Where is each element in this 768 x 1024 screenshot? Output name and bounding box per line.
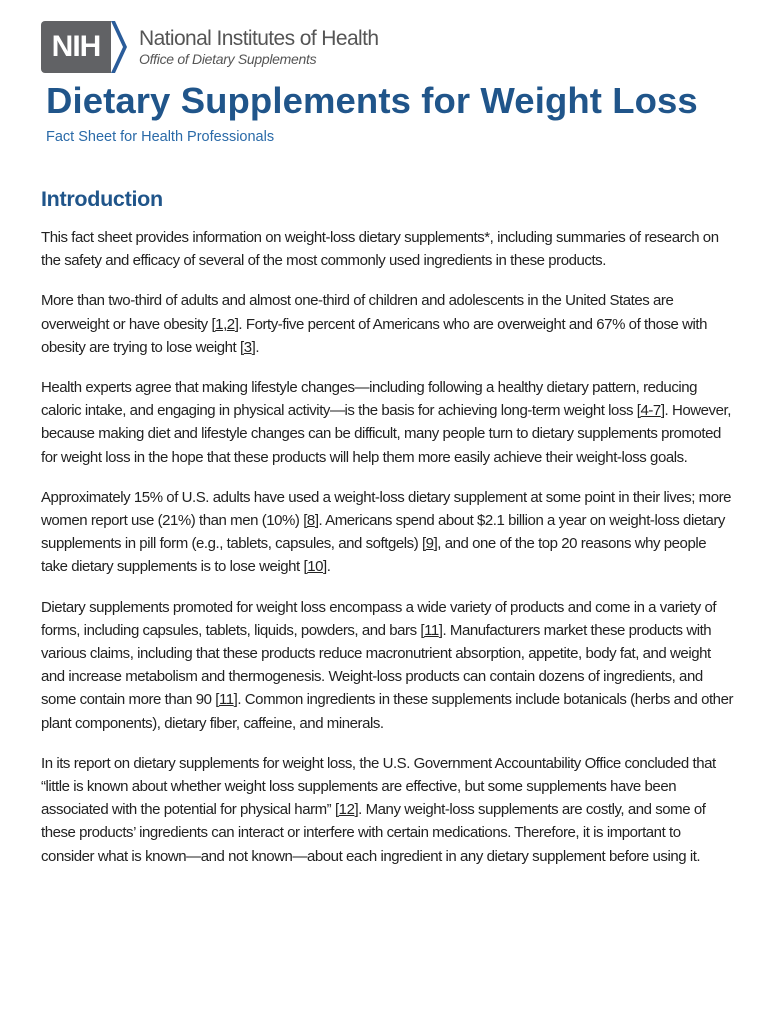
chevron-icon [111,21,127,73]
reference-link[interactable]: 11 [218,691,234,709]
reference-link[interactable]: 4-7 [640,402,661,420]
reference-link[interactable]: 8 [306,512,315,530]
reference-link[interactable]: 11 [424,621,439,639]
paragraph-text: ]. Forty-five percent of Americans who are overweight and 67% of those with obesity are trying to lose weight [ [41,315,708,356]
page-title: Dietary Supplements for Weight Loss [46,80,698,121]
paragraph-text: This fact sheet provides information on weight-loss dietary supplements*, including summaries of research on the safety and efficacy of several of the most commonly used ingredients in these products. [41,229,719,270]
paragraph [41,376,733,469]
nih-mark-text: NIH [51,30,101,63]
page-subtitle: Fact Sheet for Health Professionals [46,129,275,145]
office-name: Office of Dietary Supplements [139,51,317,67]
paragraph-text: ], and one of the top 20 reasons why people take dietary supplements is to lose weight [ [41,535,707,576]
paragraph-text: Health experts agree that making lifestyle changes—including following a healthy dietary pattern, reducing caloric intake, and engaging in physical activity—is the basis for achieving long-term weight loss [ [41,379,698,420]
paragraph-text: ]. [322,558,331,576]
paragraph-text: ]. Manufacturers market these products with various claims, including that these products reduce macronutrient absorption, appetite, body fat, and weight and increase metabolism and thermogenesis. Weight-loss products can contain dozens of ingredients, and some contain more than 90 [ [41,621,712,709]
paragraph [41,752,733,868]
paragraph [41,226,733,272]
paragraph-text: ]. However, because making diet and lifestyle changes can be difficult, many people turn to dietary supplements promoted for weight loss in the hope that these products will help them more easily achieve their weight-loss goals. [41,402,731,466]
reference-link[interactable]: 10 [307,558,323,576]
reference-link[interactable]: 9 [425,535,434,553]
paragraph-text: ]. Many weight-loss supplements are costly, and some of these products’ ingredients can interact or interfere with certain medications. Therefore, it is important to consider what is known—and not known—about each ingredient in any dietary supplement before using it. [41,801,706,865]
paragraph [41,289,733,359]
article-body [41,226,733,885]
reference-link[interactable]: 12 [338,801,355,819]
reference-link[interactable]: 3 [243,338,252,356]
paragraph [41,596,733,735]
paragraph-text: Approximately 15% of U.S. adults have used a weight-loss dietary supplement at some point in their lives; more women report use (21%) than men (10%) [ [41,488,732,530]
nih-logo-mark [41,21,111,73]
paragraph-text: ]. [251,338,260,356]
reference-link[interactable]: 1 [215,315,224,333]
paragraph-text: ]. Americans spend about $2.1 billion a year on weight-loss dietary supplements in pill form (e.g., tablets, capsules, and softgels) [ [41,512,725,553]
paragraph [41,486,733,579]
section-heading: Introduction [41,187,163,211]
paragraph-text: , [223,315,227,333]
paragraph-text: ]. Common ingredients in these supplements include botanicals (herbs and other plant components), dietary fiber, caffeine, and minerals. [41,691,734,732]
org-name: National Institutes of Health [139,27,379,50]
reference-link[interactable]: 2 [226,315,235,333]
nih-ods-logo[interactable] [41,21,378,73]
paragraph-text: Dietary supplements promoted for weight loss encompass a wide variety of products and come in a variety of forms, including capsules, tablets, liquids, powders, and bars [ [41,598,717,639]
paragraph-text: In its report on dietary supplements for weight loss, the U.S. Government Accountability Office concluded that “little is known about whether weight loss supplements are effective, but some supplements have been associated with the potential for physical harm” [ [41,754,716,819]
paragraph-text: More than two-third of adults and almost one-third of children and adolescents in the United States are overweight or have obesity [ [41,292,674,333]
